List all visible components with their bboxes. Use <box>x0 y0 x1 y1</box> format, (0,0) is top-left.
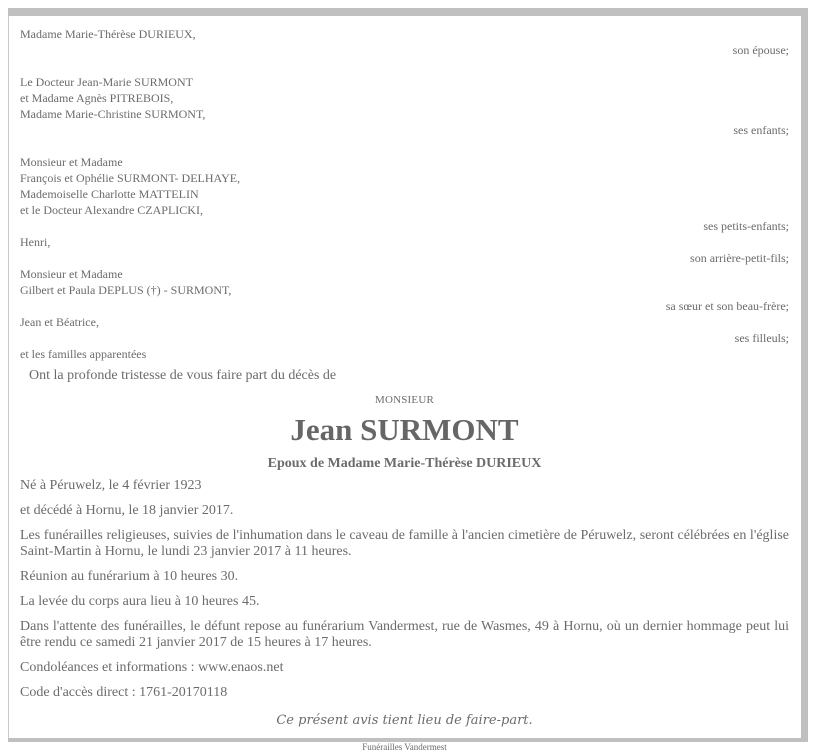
family-group-grandchildren <box>20 154 789 234</box>
honorific: MONSIEUR <box>374 394 435 406</box>
family-role: son arrière-petit-fils; <box>690 251 789 265</box>
closing-note: Ce présent avis tient lieu de faire-part. <box>276 713 533 728</box>
family-group-godchildren <box>20 314 789 346</box>
meeting-info: Réunion au funérarium à 10 heures 30. <box>20 569 239 584</box>
family-group-relatives <box>20 346 789 362</box>
access-code: Code d'accès direct : 1761-20170118 <box>20 685 228 700</box>
family-group-spouse <box>20 26 789 58</box>
birth-info: Né à Péruwelz, le 4 février 1923 <box>20 478 202 493</box>
announcement-intro: Ont la profonde tristesse de vous faire part du décès de <box>29 368 337 383</box>
obituary-content <box>20 26 789 751</box>
family-line: Monsieur et Madame <box>20 267 123 281</box>
family-role: ses petits-enfants; <box>703 219 789 233</box>
family-group-children <box>20 74 789 138</box>
family-line: Mademoiselle Charlotte MATTELIN <box>20 187 199 201</box>
viewing-info: Dans l'attente des funérailles, le défunt repose au funérarium Vandermest, rue de Wasmes, 49 à Hornu, où un dernier hommage peut lui être rendu ce samedi 21 janvier 2017 de 15 heures à 17 heures. <box>20 619 789 650</box>
family-role: sa sœur et son beau-frère; <box>665 299 789 313</box>
death-info: et décédé à Hornu, le 18 janvier 2017. <box>20 503 234 518</box>
obituary-card <box>8 16 801 752</box>
funeral-home-credit: Funérailles Vandermest <box>362 742 447 752</box>
family-line: François et Ophélie SURMONT- DELHAYE, <box>20 171 241 185</box>
family-line: Madame Marie-Christine SURMONT, <box>20 107 206 121</box>
family-line: Monsieur et Madame <box>20 155 123 169</box>
family-line: Gilbert et Paula DEPLUS (†) - SURMONT, <box>20 283 232 297</box>
spouse-line: Epoux de Madame Marie-Thérèse DURIEUX <box>267 456 542 471</box>
funeral-info: Les funérailles religieuses, suivies de l'inhumation dans le caveau de famille à l'ancien cimetière de Péruwelz, seront célébrées en l'église Saint-Martin à Hornu, le lundi 23 janvier 2017 à 11 heures. <box>20 528 789 559</box>
deceased-name: Jean SURMONT <box>290 412 519 447</box>
family-role: ses enfants; <box>733 123 789 137</box>
family-line: Madame Marie-Thérèse DURIEUX, <box>20 27 196 41</box>
condolences-info: Condoléances et informations : www.enaos.net <box>20 660 284 675</box>
family-line: Henri, <box>20 235 51 249</box>
family-group-great-grandchild <box>20 234 789 266</box>
family-group-sibling <box>20 266 789 314</box>
family-line: Le Docteur Jean-Marie SURMONT <box>20 75 193 89</box>
family-line: Jean et Béatrice, <box>20 315 99 329</box>
family-line: et les familles apparentées <box>20 347 147 361</box>
family-role: son épouse; <box>732 43 789 57</box>
family-line: et Madame Agnès PITREBOIS, <box>20 91 174 105</box>
family-line: et le Docteur Alexandre CZAPLICKI, <box>20 203 203 217</box>
family-role: ses filleuls; <box>734 331 789 345</box>
procession-info: La levée du corps aura lieu à 10 heures 45. <box>20 594 260 609</box>
